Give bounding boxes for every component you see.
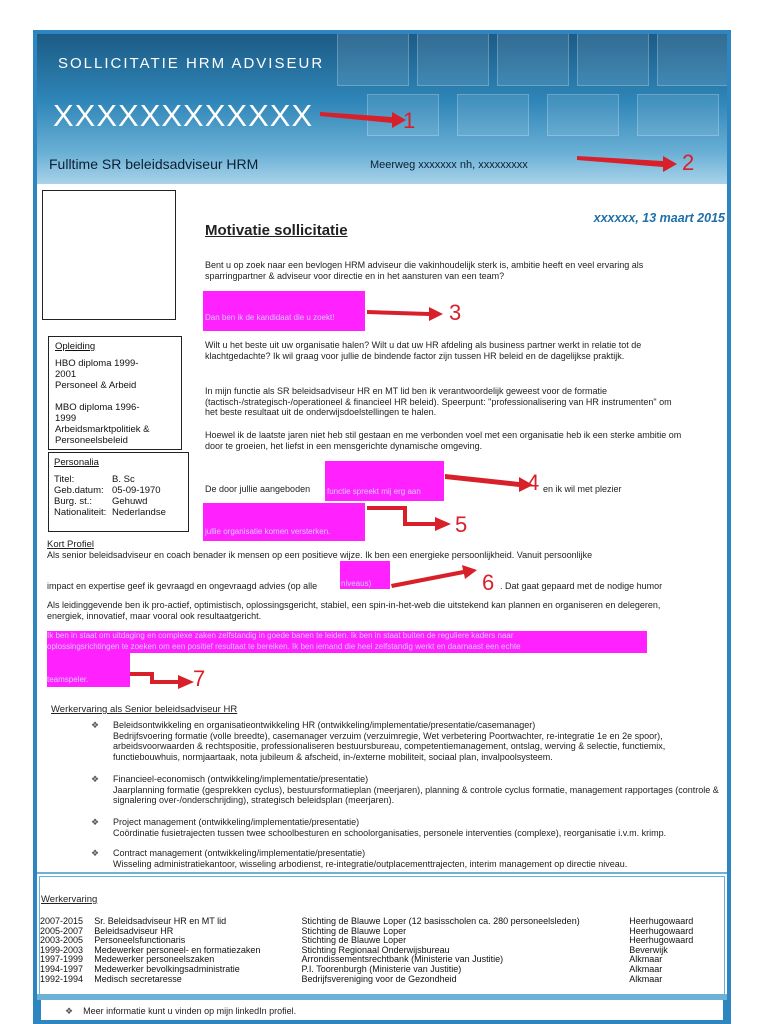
footer-note bbox=[65, 1006, 296, 1017]
table-row: 2007-2015 Sr. Beleidsadviseur HR en MT lid Stichting de Blauwe Loper (12 basisscholen ca. 280 personeelsleden) Heerhugowaard bbox=[40, 916, 694, 926]
letter-paragraph-4: Hoewel ik de laatste jaren niet heb stil gestaan en me verbonden voel met een organisatie heb ik een sterke ambitie om door te groeien, het liefst in een mensgerichte dynamische omgeving. bbox=[205, 430, 682, 451]
education-line: Arbeidsmarktpolitiek & bbox=[55, 424, 150, 435]
senior-item-detail: Coördinatie fusietrajecten tussen twee schoolbesturen en schoolorganisaties, personele interventies (complexe), reorganisatie i.v.m. krimp. bbox=[113, 827, 667, 838]
letter-p5-end: en ik wil met plezier bbox=[543, 484, 622, 494]
education-line: HBO diploma 1999- bbox=[55, 358, 139, 369]
personalia-row: Burg. st.: Gehuwd bbox=[54, 496, 148, 507]
header-subtitle: Fulltime SR beleidsadviseur HRM bbox=[49, 156, 259, 172]
annotation-3: 3 bbox=[449, 300, 462, 325]
table-row: 1997-1999 Medewerker personeelszaken Arrondissementsrechtbank (Ministerie van Justitie) Alkmaar bbox=[40, 954, 663, 965]
letter-date: xxxxxx, 13 maart 2015 bbox=[593, 211, 725, 225]
education-spacer bbox=[55, 391, 175, 402]
bullet-icon: ❖ bbox=[91, 774, 100, 784]
personalia-title: Personalia bbox=[54, 457, 99, 468]
senior-item-1 bbox=[113, 720, 723, 762]
bullet-icon: ❖ bbox=[91, 848, 100, 858]
education-line: Personeelsbeleid bbox=[55, 435, 128, 446]
personalia-box bbox=[48, 452, 189, 532]
table-row: 2003-2005 Personeelsfunctionaris Stichting de Blauwe Loper Heerhugowaard bbox=[40, 935, 694, 946]
work-experience-title: Werkervaring bbox=[41, 894, 98, 905]
applicant-name: XXXXXXXXXXXX bbox=[53, 98, 314, 133]
senior-experience-title: Werkervaring als Senior beleidsadviseur HR bbox=[51, 704, 238, 715]
education-line: 1999 bbox=[55, 413, 77, 424]
annotation-arrow-5 bbox=[367, 504, 457, 534]
letter-p5-start: De door jullie aangeboden bbox=[205, 484, 311, 494]
highlight-6: niveaus) bbox=[340, 561, 390, 589]
highlight-7-line-2: oplossingsrichtingen te zoeken om een positief resultaat te bereiken. Ik ben iemand die heel zelfstandig werkt en daarnaast een echte bbox=[47, 642, 647, 653]
bullet-icon: ❖ bbox=[91, 720, 100, 730]
education-line: MBO diploma 1996- bbox=[55, 402, 140, 413]
footer-text: Meer informatie kunt u vinden op mijn linkedIn profiel. bbox=[83, 1006, 297, 1016]
bullet-icon: ❖ bbox=[65, 1006, 74, 1016]
education-line: 2001 bbox=[55, 369, 77, 380]
senior-item-4 bbox=[113, 848, 723, 869]
bullet-icon: ❖ bbox=[91, 817, 100, 827]
annotation-5: 5 bbox=[455, 512, 468, 537]
decor-window bbox=[337, 34, 409, 86]
highlight-4: functie spreekt mij erg aan bbox=[325, 461, 444, 501]
profile-line-2-start: impact en expertise geef ik gevraagd en ongevraagd advies (op alle bbox=[47, 581, 318, 591]
highlight-3: Dan ben ik de kandidaat die u zoekt! bbox=[203, 291, 365, 331]
photo-placeholder bbox=[42, 190, 176, 320]
personalia-row: Geb.datum: 05-09-1970 bbox=[54, 485, 161, 496]
decor-bar bbox=[37, 1000, 41, 1024]
annotation-arrow-7 bbox=[130, 666, 200, 690]
annotation-6: 6 bbox=[482, 570, 495, 595]
annotation-arrow-4 bbox=[445, 472, 535, 496]
senior-item-detail: Wisseling administratiekantoor, wisseling arbodienst, re-integratie/outplacementtrajecten, interim management op directie niveau. bbox=[113, 858, 628, 869]
document-frame bbox=[33, 30, 731, 1024]
section-divider bbox=[37, 872, 727, 874]
senior-item-head: Project management (ontwikkeling/implementatie/presentatie) bbox=[113, 817, 360, 827]
personalia-row: Nationaliteit: Nederlandse bbox=[54, 507, 166, 518]
education-line: Personeel & Arbeid bbox=[55, 380, 137, 391]
decor-window bbox=[417, 34, 489, 86]
header-title: SOLLICITATIE HRM ADVISEUR bbox=[58, 55, 325, 72]
section-divider bbox=[37, 994, 727, 1000]
senior-item-2 bbox=[113, 774, 723, 806]
annotation-arrow-2 bbox=[577, 146, 682, 176]
decor-bar bbox=[723, 1000, 727, 1024]
annotation-2: 2 bbox=[682, 150, 695, 175]
annotation-4: 4 bbox=[527, 470, 540, 495]
annotation-arrow-6 bbox=[391, 564, 481, 592]
profile-title: Kort Profiel bbox=[47, 539, 94, 550]
senior-item-detail: Bedrijfsvoering formatie (volle breedte), casemanager verzuim (verzuimregie, Wet verbetering Poortwachter, re-integratie 1e en 2e spoor), arbeidsvoorwaarden & rechtspositie, professionaliseren bestuursbureau, competentiemanagement, ontslag, werving & selectie, functiemix, functiebouwhuis, normjaartaak, nota jubileum & afscheid, in-/externe mobiliteit, sociaal plan, invalpoolsysteem. bbox=[113, 730, 666, 762]
highlight-5: jullie organisatie komen versterken. bbox=[203, 503, 365, 541]
work-experience-table bbox=[40, 917, 727, 984]
senior-item-3 bbox=[113, 817, 731, 838]
letter-paragraph-3: In mijn functie als SR beleidsadviseur HR en MT lid ben ik verantwoordelijk geweest voor de formatie (tactisch-/strategisch-/operationeel & financieel HR beleid). Speerpunt: "professionalisering van HR instrumenten" om het beste resultaat uit de onderwijsdoelstellingen te halen. bbox=[205, 386, 672, 417]
senior-item-head: Beleidsontwikkeling en organisatieontwikkeling HR (ontwikkeling/implementatie/presentatie/casemanager) bbox=[113, 720, 536, 730]
personalia-row: Titel: B. Sc bbox=[54, 474, 135, 485]
decor-window bbox=[637, 94, 719, 136]
header-address: Meerweg xxxxxxx nh, xxxxxxxxx bbox=[370, 159, 528, 171]
profile-line-2-end: . Dat gaat gepaard met de nodige humor bbox=[500, 581, 663, 591]
annotation-arrow-3 bbox=[367, 302, 447, 326]
table-row: 2005-2007 Beleidsadviseur HR Stichting de Blauwe Loper Heerhugowaard bbox=[40, 925, 694, 936]
annotation-7: 7 bbox=[193, 666, 206, 691]
highlight-7-line-3: teamspeler. bbox=[47, 653, 130, 687]
senior-item-head: Financieel-economisch (ontwikkeling/implementatie/presentatie) bbox=[113, 774, 369, 784]
senior-item-head: Contract management (ontwikkeling/implementatie/presentatie) bbox=[113, 848, 366, 858]
decor-window bbox=[547, 94, 619, 136]
table-row: 1992-1994 Medisch secretaresse Bedrijfsvereniging voor de Gezondheid Alkmaar bbox=[40, 973, 663, 984]
education-box bbox=[48, 336, 182, 450]
letter-intro: Bent u op zoek naar een bevlogen HRM adviseur die vakinhoudelijk sterk is, ambitie heeft en veel ervaring als sparringpartner & adviseur voor directie en in het aansturen van een team? bbox=[205, 260, 644, 281]
profile-line-1: Als senior beleidsadviseur en coach benader ik mensen op een positieve wijze. Ik ben een energieke persoonlijkheid. Vanuit persoonlijke bbox=[47, 550, 593, 560]
annotation-1: 1 bbox=[403, 108, 416, 133]
table-row: 1994-1997 Medewerker bevolkingsadministratie P.I. Toorenburgh (Ministerie van Justitie) Alkmaar bbox=[40, 963, 663, 974]
decor-window bbox=[457, 94, 529, 136]
letter-title: Motivatie sollicitatie bbox=[205, 222, 348, 239]
profile-line-3: Als leidinggevende ben ik pro-actief, optimistisch, oplossingsgericht, stabiel, een spin-in-het-web die uitstekend kan plannen en organiseren en delegeren, energiek, innovatief, maar vooral ook resultaatgericht. bbox=[47, 600, 661, 621]
highlight-7-line-1: Ik ben in staat om uitdaging en complexe zaken zelfstandig in goede banen te leiden. Ik ben in staat buiten de reguliere kaders naar bbox=[47, 631, 647, 642]
table-row: 1999-2003 Medewerker personeel- en formatiezaken Stichting Regionaal Onderwijsbureau Beverwijk bbox=[40, 944, 668, 955]
letter-paragraph-2: Wilt u het beste uit uw organisatie halen? Wilt u dat uw HR afdeling als business partner werkt in relatie tot de klachtgedachte? Ik wil graag voor jullie de bindende factor zijn tussen HR beleid en de dagelijkse praktijk. bbox=[205, 340, 642, 361]
annotation-arrow-1 bbox=[320, 102, 410, 132]
decor-window bbox=[577, 34, 649, 86]
senior-item-detail: Jaarplanning formatie (gesprekken cyclus), bestuursformatieplan (meerjaren), planning & controle cyclus formatie, management rapportages (controle & signalering over-/onderschrijding), strategisch beleidsplan (meerjaren). bbox=[113, 784, 719, 805]
decor-window bbox=[497, 34, 569, 86]
education-title: Opleiding bbox=[55, 341, 96, 352]
decor-window bbox=[657, 34, 727, 86]
